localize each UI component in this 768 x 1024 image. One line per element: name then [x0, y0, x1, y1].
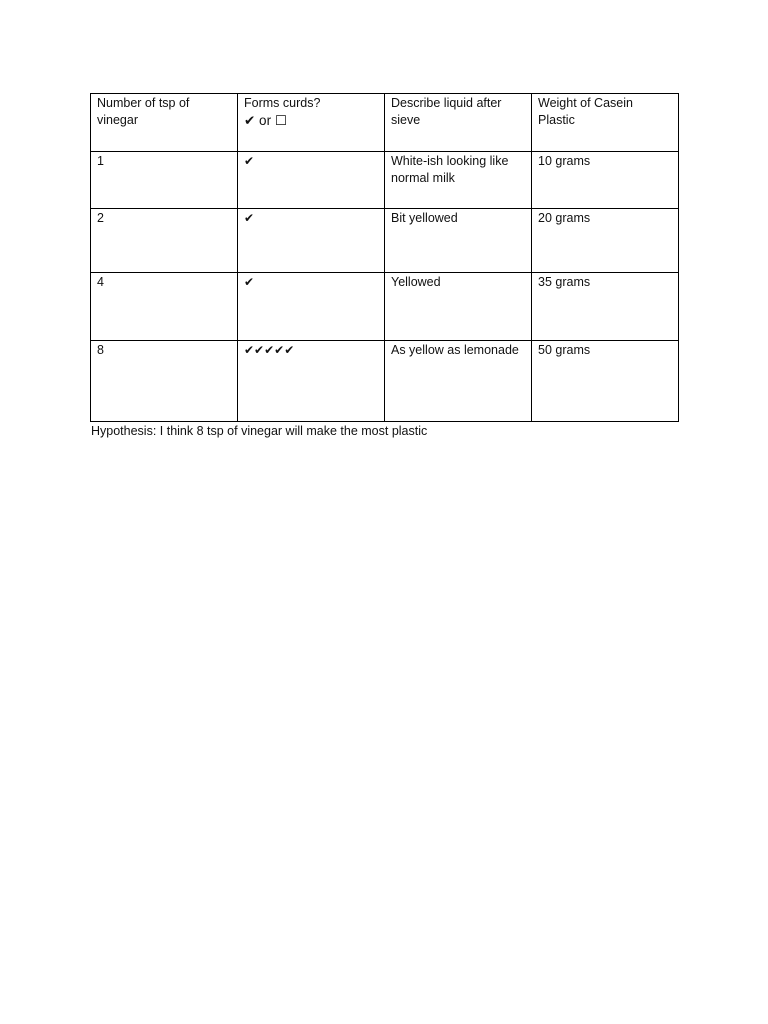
check-mark-icon: ✔	[244, 275, 255, 289]
hypothesis-text: Hypothesis: I think 8 tsp of vinegar will make the most plastic	[91, 424, 428, 438]
table-row	[91, 341, 679, 422]
cell-curds	[238, 273, 385, 341]
header-cell-tsp	[91, 94, 238, 152]
cell-liquid	[385, 341, 532, 422]
header-cell-weight	[532, 94, 679, 152]
results-table	[90, 93, 679, 422]
header-liquid-line1: Describe liquid after	[391, 96, 502, 110]
check-mark-icon: ✔	[244, 154, 255, 168]
cell-tsp: 2	[91, 209, 238, 273]
cell-weight: 50 grams	[532, 341, 679, 422]
cell-weight: 35 grams	[532, 273, 679, 341]
cell-curds	[238, 209, 385, 273]
header-weight-line1: Weight of Casein	[538, 96, 633, 110]
table-row	[91, 152, 679, 209]
cell-tsp: 1	[91, 152, 238, 209]
check-mark-icon: ✔	[244, 211, 255, 225]
header-curds-line1: Forms curds?	[244, 96, 321, 110]
header-tsp-line2: vinegar	[97, 113, 138, 127]
cell-liquid	[385, 273, 532, 341]
table-row	[91, 273, 679, 341]
cell-curds	[238, 341, 385, 422]
liquid-line1: As yellow as lemonade	[391, 343, 519, 357]
header-liquid-line2: sieve	[391, 113, 421, 127]
liquid-line2: normal milk	[391, 171, 455, 185]
cell-liquid	[385, 209, 532, 273]
header-curds-symbols: ✔ or ☐	[244, 113, 287, 128]
table-header-row	[91, 94, 679, 152]
cell-tsp: 4	[91, 273, 238, 341]
cell-weight: 10 grams	[532, 152, 679, 209]
cell-curds	[238, 152, 385, 209]
cell-tsp: 8	[91, 341, 238, 422]
cell-weight: 20 grams	[532, 209, 679, 273]
check-marks-icon: ✔✔✔✔✔	[244, 343, 295, 357]
header-tsp-line1: Number of tsp of	[97, 96, 190, 110]
header-weight-line2: Plastic	[538, 113, 575, 127]
liquid-line1: Yellowed	[391, 275, 441, 289]
header-cell-curds	[238, 94, 385, 152]
header-cell-liquid	[385, 94, 532, 152]
liquid-line1: White-ish looking like	[391, 154, 509, 168]
liquid-line1: Bit yellowed	[391, 211, 458, 225]
table-row	[91, 209, 679, 273]
cell-liquid	[385, 152, 532, 209]
